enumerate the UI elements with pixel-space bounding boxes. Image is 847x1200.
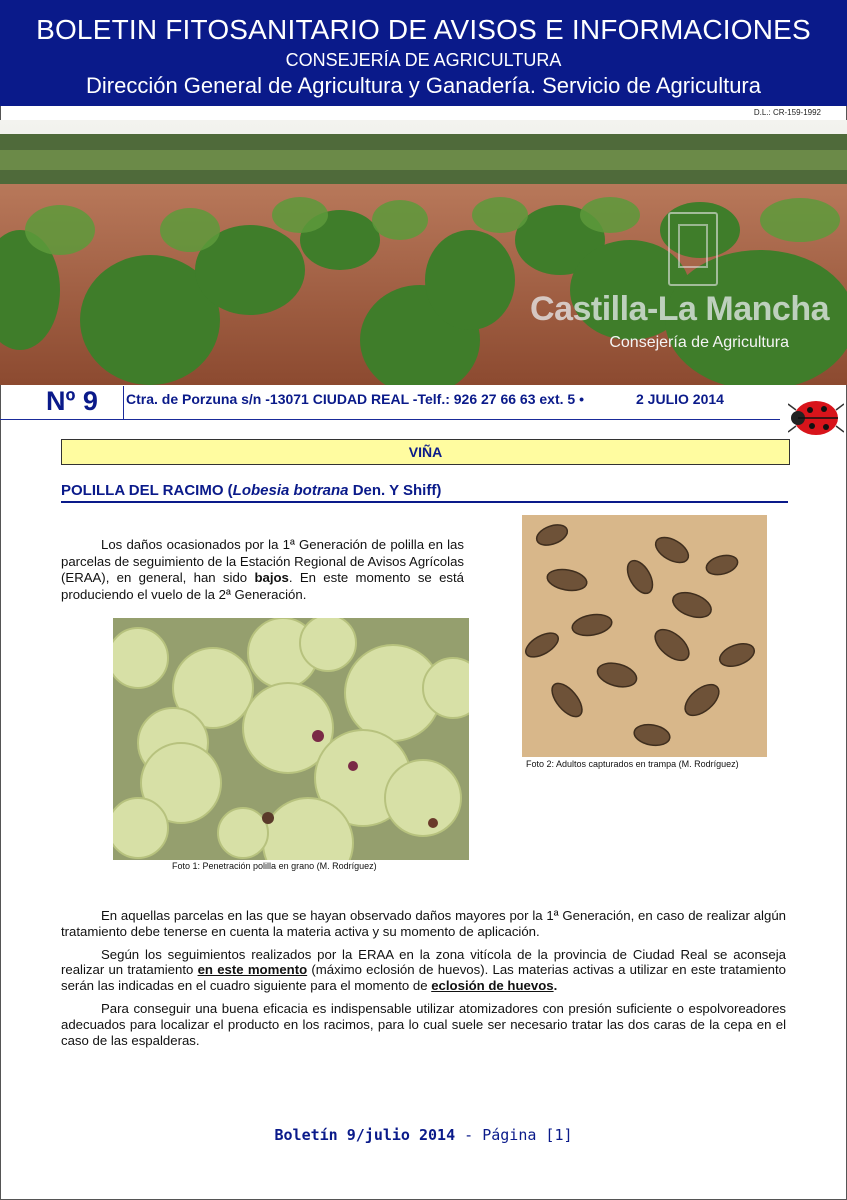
paragraph-3-emphasis-timing: en este momento <box>197 962 308 978</box>
heading-prefix: POLILLA DEL RACIMO ( <box>61 482 233 499</box>
bulletin-title: BOLETIN FITOSANITARIO DE AVISOS E INFORMACIONES <box>36 14 811 45</box>
issue-number: Nº 9 <box>46 386 98 416</box>
paragraph-3-text: Según los seguimientos realizados por la ERAA en la zona vitícola de la provincia de Ciudad Real se aconseja realizar un tratamiento <box>61 946 786 978</box>
paragraph-2: En aquellas parcelas en las que se hayan observado daños mayores por la 1ª Generación, en caso de realizar algún tratamiento debe tenerse en cuenta la materia activa y su momento de aplicación. <box>61 908 786 939</box>
article-heading <box>61 482 788 499</box>
intro-text-end: . En este momento se está produciendo el vuelo de la 2ª Generación. <box>61 570 464 602</box>
photo2-caption: Foto 2: Adultos capturados en trampa (M. Rodríguez) <box>526 759 739 769</box>
paragraph-3-period: . <box>553 978 558 994</box>
issue-date: 2 JULIO 2014 <box>636 391 724 407</box>
brand-watermark: Castilla-La Mancha <box>530 290 829 328</box>
paragraph-3-text-2: (máximo eclosión de huevos). Las materias activas a utilizar en este tratamiento serán las indicadas en el cuadro siguiente para el momento de <box>61 962 786 994</box>
article-body <box>61 908 786 1055</box>
photo1-caption: Foto 1: Penetración polilla en grano (M. Rodríguez) <box>172 861 377 871</box>
footer-bulletin: Boletín 9/julio 2014 <box>274 1126 456 1144</box>
heading-underline <box>61 501 788 503</box>
trapped-moths-photo <box>522 515 767 757</box>
page-footer <box>0 1126 847 1144</box>
section-banner <box>61 439 790 465</box>
ladybug-icon <box>788 396 844 445</box>
paragraph-4: Para conseguir una buena eficacia es indispensable utilizar atomizadores con presión suficiente o espolvoreadores adecuados para localizar el producto en los racimos, para lo cual suele ser necesario tratar las dos caras de la cepa en el caso de las espalderas. <box>61 1000 786 1048</box>
paragraph-3 <box>61 947 786 994</box>
info-bar-divider <box>123 386 124 419</box>
species-name: Lobesia botrana <box>232 482 349 499</box>
grape-bunch-photo <box>113 618 469 860</box>
contact-address: Ctra. de Porzuna s/n -13071 CIUDAD REAL -Telf.: 926 27 66 63 ext. 5 • <box>126 391 584 407</box>
footer-page: - Página [1] <box>455 1126 573 1144</box>
legal-deposit: D.L.: CR-159-1992 <box>753 108 821 117</box>
brand-subtitle: Consejería de Agricultura <box>609 334 789 351</box>
intro-text: Los daños ocasionados por la 1ª Generación de polilla en las parcelas de seguimiento de la Estación Regional de Avisos Agrícolas (ERAA), en general, han sido <box>61 537 464 585</box>
paragraph-3-emphasis-stage: eclosión de huevos <box>431 978 554 994</box>
intro-paragraph <box>61 537 464 603</box>
masthead <box>0 0 847 106</box>
section-label: VIÑA <box>408 444 443 460</box>
heading-suffix: Den. Y Shiff) <box>348 482 442 499</box>
coat-of-arms-watermark <box>668 212 718 286</box>
department-line: Dirección General de Agricultura y Ganadería. Servicio de Agricultura <box>85 73 761 98</box>
bulletin-subtitle: CONSEJERÍA DE AGRICULTURA <box>285 50 562 70</box>
intro-emphasis: bajos <box>254 570 289 585</box>
